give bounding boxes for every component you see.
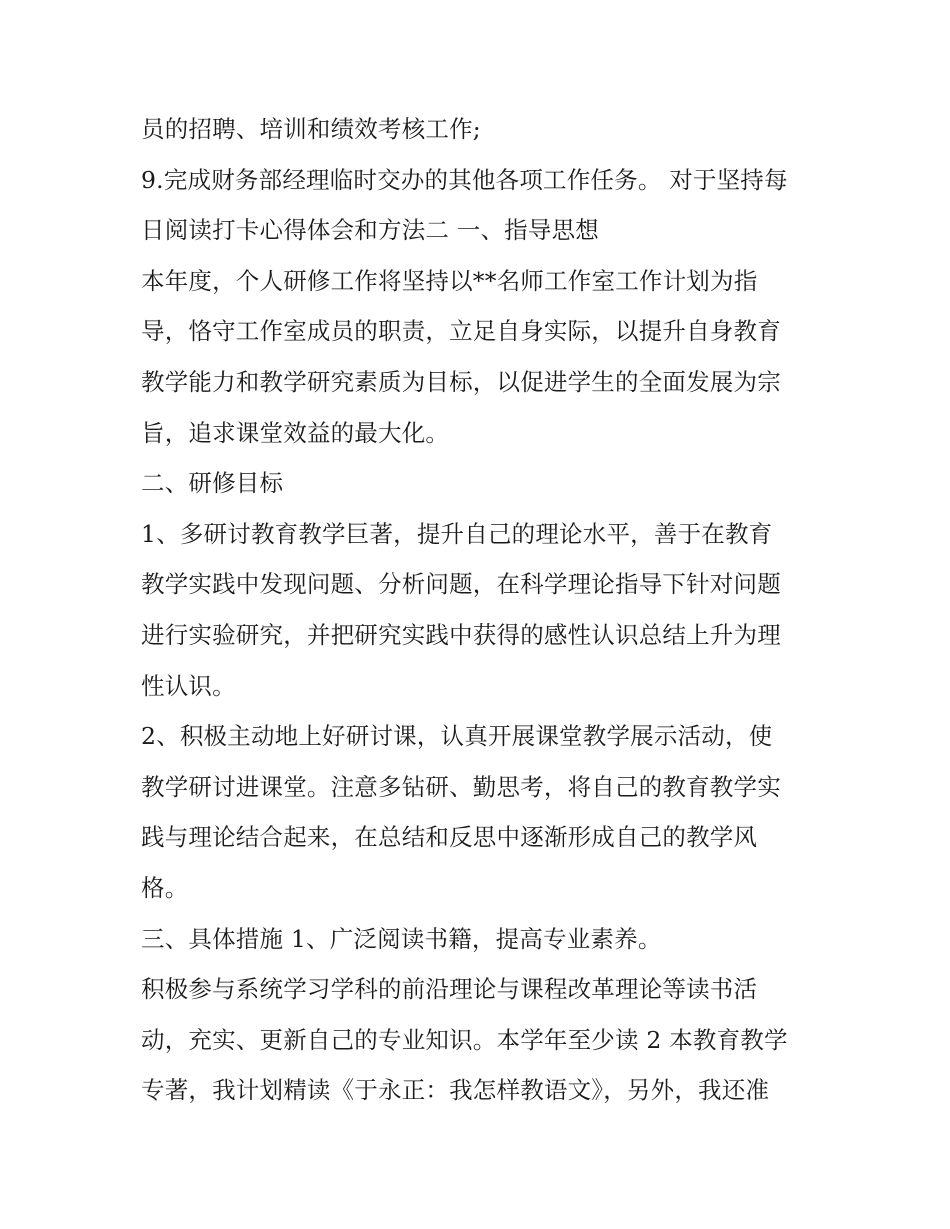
text-line: 1、多研讨教育教学巨著，提升自己的理论水平，善于在教育: [141, 519, 773, 548]
text-line: 日阅读打卡心得体会和方法二 一、指导思想: [141, 216, 599, 245]
text-line: 进行实验研究，并把研究实践中获得的感性认识总结上升为理: [141, 620, 781, 649]
text-line: 动，充实、更新自己的专业知识。本学年至少读 2 本教育教学: [141, 1025, 788, 1054]
document-body: [141, 104, 813, 1116]
text-line: 导，恪守工作室成员的职责，立足自身实际，以提升自身教育: [141, 317, 781, 346]
text-line: 旨，追求课堂效益的最大化。: [141, 418, 450, 447]
text-line: 本年度，个人研修工作将坚持以**名师工作室工作计划为指: [141, 266, 758, 295]
text-line: 三、具体措施 1、广泛阅读书籍，提高专业素养。: [141, 924, 662, 953]
text-line: 二、研修目标: [141, 469, 284, 498]
paragraph-item-9: [141, 155, 813, 256]
text-line: 2、积极主动地上好研讨课，认真开展课堂教学展示活动，使: [141, 722, 773, 751]
paragraph-guiding-idea: [141, 256, 813, 458]
text-line: 教学能力和教学研究素质为目标，以促进学生的全面发展为宗: [141, 367, 781, 396]
heading-study-goals: [141, 458, 813, 509]
heading-specific-measures: [141, 914, 813, 965]
text-line: 性认识。: [141, 671, 236, 700]
text-line: 格。: [141, 873, 189, 902]
paragraph-goal-1: [141, 509, 813, 711]
text-line: 教学实践中发现问题、分析问题，在科学理论指导下针对问题: [141, 570, 781, 599]
text-line: 员的招聘、培训和绩效考核工作;: [141, 115, 481, 143]
paragraph-goal-2: [141, 711, 813, 913]
text-line: 践与理论结合起来，在总结和反思中逐渐形成自己的教学风: [141, 823, 758, 852]
text-line: 9.完成财务部经理临时交办的其他各项工作任务。 对于坚持每: [141, 165, 788, 194]
paragraph-recruitment: [141, 104, 813, 155]
text-line: 专著，我计划精读《于永正：我怎样教语文》，另外，我还准: [141, 1076, 770, 1105]
text-line: 教学研讨进课堂。注意多钻研、勤思考，将自己的教育教学实: [141, 772, 781, 801]
text-line: 积极参与系统学习学科的前沿理论与课程改革理论等读书活: [141, 975, 758, 1004]
paragraph-reading-plan: [141, 964, 813, 1116]
